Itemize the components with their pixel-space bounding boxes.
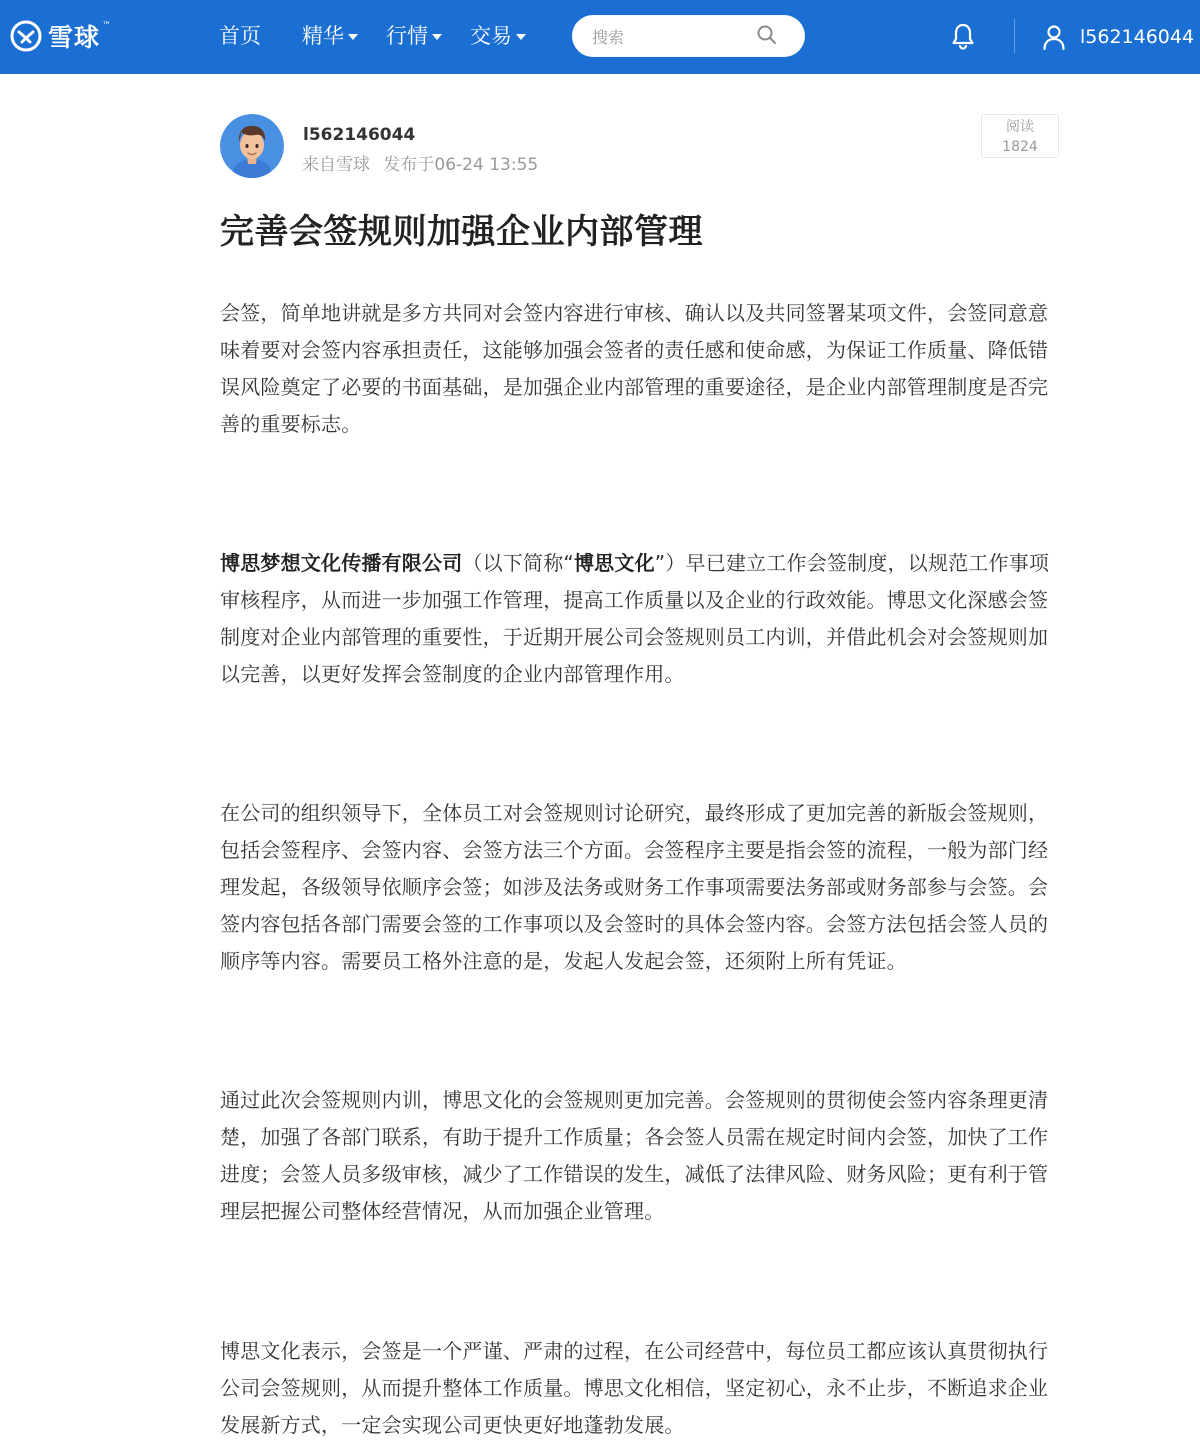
company-name-bold: 博思梦想文化传播有限公司	[220, 551, 463, 575]
user-icon[interactable]	[1042, 24, 1066, 50]
nav-market[interactable]	[386, 22, 442, 50]
nav-divider	[1014, 19, 1015, 53]
chevron-down-icon	[516, 34, 526, 40]
logo-trademark: ™	[102, 21, 112, 31]
nav-home[interactable]	[219, 22, 261, 50]
post-meta	[302, 154, 538, 176]
search-icon[interactable]	[756, 24, 778, 46]
logo-text: 雪球	[48, 23, 101, 52]
article-paragraph	[220, 545, 1065, 693]
post-source: 来自雪球	[302, 155, 370, 175]
article-paragraph: 通过此次会签规则内训，博思文化的会签规则更加完善。会签规则的贯彻使会签内容条理更清楚，加强了各部门联系，有助于提升工作质量；各会签人员需在规定时间内会签，加快了工作进度；会签人员多级审核，减少了工作错误的发生，减低了法律风险、财务风险；更有利于管理层把握公司整体经营情况，从而加强企业管理。	[220, 1088, 1049, 1223]
chevron-down-icon	[432, 34, 442, 40]
article-paragraph: 会签，简单地讲就是多方共同对会签内容进行审核、确认以及共同签署某项文件，会签同意意味着要对会签内容承担责任，这能够加强会签者的责任感和使命感，为保证工作质量、降低错误风险奠定了必要的书面基础，是加强企业内部管理的重要途径，是企业内部管理制度是否完善的重要标志。	[220, 301, 1049, 436]
nav-trade-label: 交易	[470, 24, 512, 48]
paragraph-text: （以下简称“	[462, 551, 574, 575]
read-count: 1824	[1002, 139, 1038, 155]
current-user-name[interactable]: l562146044	[1080, 26, 1195, 48]
post-published-time: 发布于06-24 13:55	[383, 155, 539, 175]
author-avatar[interactable]	[220, 114, 284, 178]
article-paragraph: 在公司的组织领导下，全体员工对会签规则讨论研究，最终形成了更加完善的新版会签规则，包括会签程序、会签内容、会签方法三个方面。会签程序主要是指会签的流程，一般为部门经理发起，各级领导依顺序会签；如涉及法务或财务工作事项需要法务部或财务部参与会签。会签内容包括各部门需要会签的工作事项以及会签时的具体会签内容。会签方法包括会签人员的顺序等内容。需要员工格外注意的是，发起人发起会签，还须附上所有凭证。	[220, 801, 1049, 973]
author-name[interactable]: l562146044	[303, 125, 416, 145]
bell-icon[interactable]	[950, 22, 976, 50]
nav-market-label: 行情	[386, 24, 428, 48]
article-paragraph: 博思文化表示，会签是一个严谨、严肃的过程，在公司经营中，每位员工都应该认真贯彻执行公司会签规则，从而提升整体工作质量。博思文化相信，坚定初心，永不止步，不断追求企业发展新方式，一定会实现公司更快更好地蓬勃发展。	[220, 1339, 1049, 1437]
avatar-portrait-icon	[220, 114, 284, 178]
site-logo[interactable]	[10, 18, 111, 54]
paragraph-text: ”）早已建立工作会签制度，以规范工作事项审核程序，从而进一步加强工作管理，提高工作质量以及企业的行政效能。博思文化深感会签制度对企业内部管理的重要性，于近期开展公司会签规则员工内训，并借此机会对会签规则加以完善，以更好发挥会签制度的企业内部管理作用。	[220, 551, 1050, 686]
top-navigation-bar	[0, 0, 1200, 74]
search-input[interactable]	[590, 24, 759, 50]
nav-featured-label: 精华	[302, 24, 344, 48]
nav-trade[interactable]	[470, 22, 526, 50]
company-short-name-bold: 博思文化	[573, 551, 655, 575]
chevron-down-icon	[348, 34, 358, 40]
nav-home-label: 首页	[219, 24, 261, 48]
nav-featured[interactable]	[302, 22, 358, 50]
snowball-logo-icon	[10, 20, 42, 52]
read-count-badge	[981, 114, 1059, 158]
read-label: 阅读	[1006, 119, 1034, 135]
article-title: 完善会签规则加强企业内部管理	[220, 212, 703, 252]
